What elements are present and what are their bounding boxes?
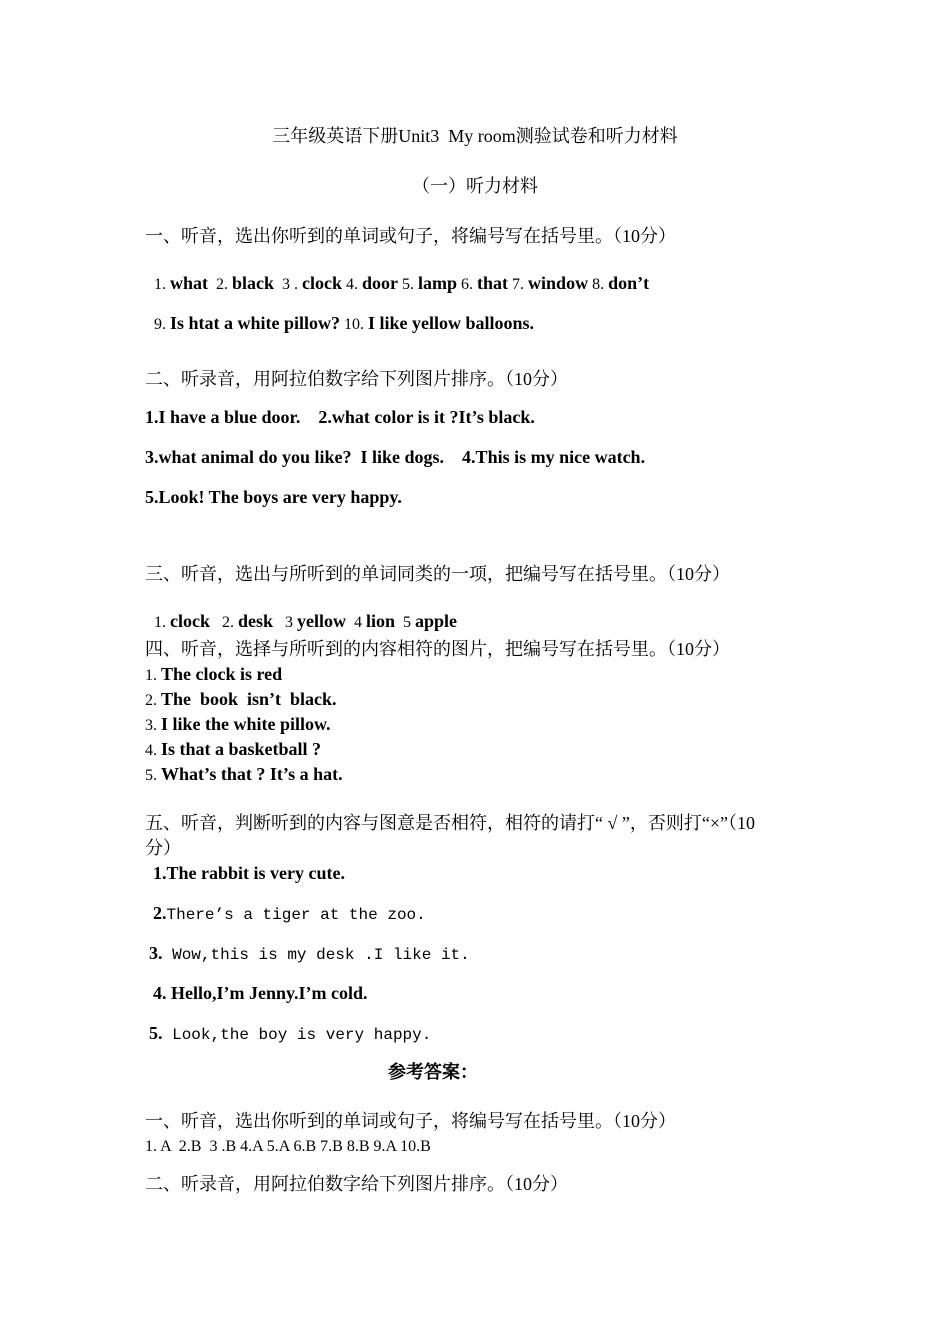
page-title: 三年级英语下册Unit3 My room测验试卷和听力材料 xyxy=(272,126,678,146)
section-2-line-3: 5.Look! The boys are very happy. xyxy=(145,487,402,507)
section-5-item-5 xyxy=(149,1023,431,1045)
section-subtitle: （一）听力材料 xyxy=(412,176,538,196)
item-word: black xyxy=(232,272,275,293)
item-number: 9. xyxy=(154,315,170,333)
section-5-heading-line-2: 分） xyxy=(145,838,181,858)
item-number: 1. xyxy=(145,667,161,684)
item-word: lion xyxy=(366,610,396,631)
item-word: don’t xyxy=(608,272,650,293)
item-number: 2. xyxy=(210,613,238,631)
section-5-item-3 xyxy=(149,943,470,965)
item-word: door xyxy=(362,272,399,293)
item-sentence: Look,the boy is very happy. xyxy=(162,1026,432,1044)
section-5-item-4: 4. Hello,I’m Jenny.I’m cold. xyxy=(153,983,368,1003)
section-3-heading: 三、听音，选出与所听到的单词同类的一项，把编号写在括号里。（10分） xyxy=(145,564,730,584)
section-1-heading: 一、听音，选出你听到的单词或句子，将编号写在括号里。（10分） xyxy=(145,226,676,246)
answers-1-heading: 一、听音，选出你听到的单词或句子，将编号写在括号里。（10分） xyxy=(145,1111,676,1131)
section-4-item-4 xyxy=(145,739,321,761)
item-sentence: What’s that ? It’s a hat. xyxy=(161,764,343,784)
item-number: 4. xyxy=(145,742,161,759)
item-number: 1. xyxy=(154,613,170,631)
section-2-line-1: 1.I have a blue door. 2.what color is it ?It’s black. xyxy=(145,407,535,427)
item-number: 6. xyxy=(457,275,478,293)
item-number: 2. xyxy=(208,275,233,293)
item-word: that xyxy=(477,272,509,293)
item-word: window xyxy=(528,272,589,293)
answers-title: 参考答案： xyxy=(388,1062,478,1082)
section-2-heading: 二、听录音，用阿拉伯数字给下列图片排序。（10分） xyxy=(145,369,568,389)
section-4-item-5 xyxy=(145,764,343,786)
item-word: what xyxy=(170,272,209,293)
item-sentence: Wow,this is my desk .I like it. xyxy=(162,946,470,964)
item-number: 4 xyxy=(346,613,367,631)
item-word: clock xyxy=(302,272,343,293)
item-sentence: The book isn’t black. xyxy=(161,689,337,709)
item-number: 3. xyxy=(149,943,163,963)
answers-1-line: 1. A 2.B 3 .B 4.A 5.A 6.B 7.B 8.B 9.A 10.B xyxy=(145,1138,431,1155)
section-2-line-2: 3.what animal do you like? I like dogs. 4.This is my nice watch. xyxy=(145,447,646,467)
item-number: 3. xyxy=(145,717,161,734)
item-number: 2. xyxy=(145,692,161,709)
item-word: lamp xyxy=(418,272,458,293)
item-sentence: I like yellow balloons. xyxy=(368,312,535,333)
item-word: yellow xyxy=(297,610,347,631)
item-number: 5. xyxy=(149,1023,163,1043)
item-sentence: I like the white pillow. xyxy=(161,714,331,734)
item-number: 7. xyxy=(508,275,529,293)
section-5-item-2 xyxy=(153,903,426,925)
item-sentence: There’s a tiger at the zoo. xyxy=(166,906,426,924)
section-4-item-2 xyxy=(145,689,337,711)
section-1-line-2 xyxy=(145,291,534,334)
section-1-line-1 xyxy=(145,251,649,294)
section-3-items xyxy=(145,589,457,632)
section-4-heading: 四、听音，选择与所听到的内容相符的图片，把编号写在括号里。（10分） xyxy=(145,639,730,659)
item-number: 10. xyxy=(340,315,369,333)
item-number: 3 . xyxy=(274,275,303,293)
section-5-item-1: 1.The rabbit is very cute. xyxy=(153,863,345,883)
item-number: 8. xyxy=(588,275,609,293)
item-sentence: Is that a basketball ? xyxy=(161,739,322,759)
item-number: 5. xyxy=(398,275,419,293)
item-number: 4. xyxy=(342,275,363,293)
answers-2-heading: 二、听录音，用阿拉伯数字给下列图片排序。（10分） xyxy=(145,1174,568,1194)
item-sentence: The clock is red xyxy=(161,664,283,684)
item-number: 3 xyxy=(273,613,298,631)
item-number: 5. xyxy=(145,767,161,784)
section-4-item-3 xyxy=(145,714,331,736)
item-number: 5 xyxy=(395,613,416,631)
section-5-heading-line-1: 五、听音，判断听到的内容与图意是否相符，相符的请打“ √ ”，否则打“×”（10 xyxy=(145,813,755,833)
section-4-item-1 xyxy=(145,664,282,686)
item-word: clock xyxy=(170,610,210,631)
item-number: 1. xyxy=(154,275,170,293)
item-word: desk xyxy=(238,610,274,631)
item-word: apple xyxy=(415,610,458,631)
item-number: 2. xyxy=(153,903,167,923)
item-sentence: Is htat a white pillow? xyxy=(170,312,341,333)
